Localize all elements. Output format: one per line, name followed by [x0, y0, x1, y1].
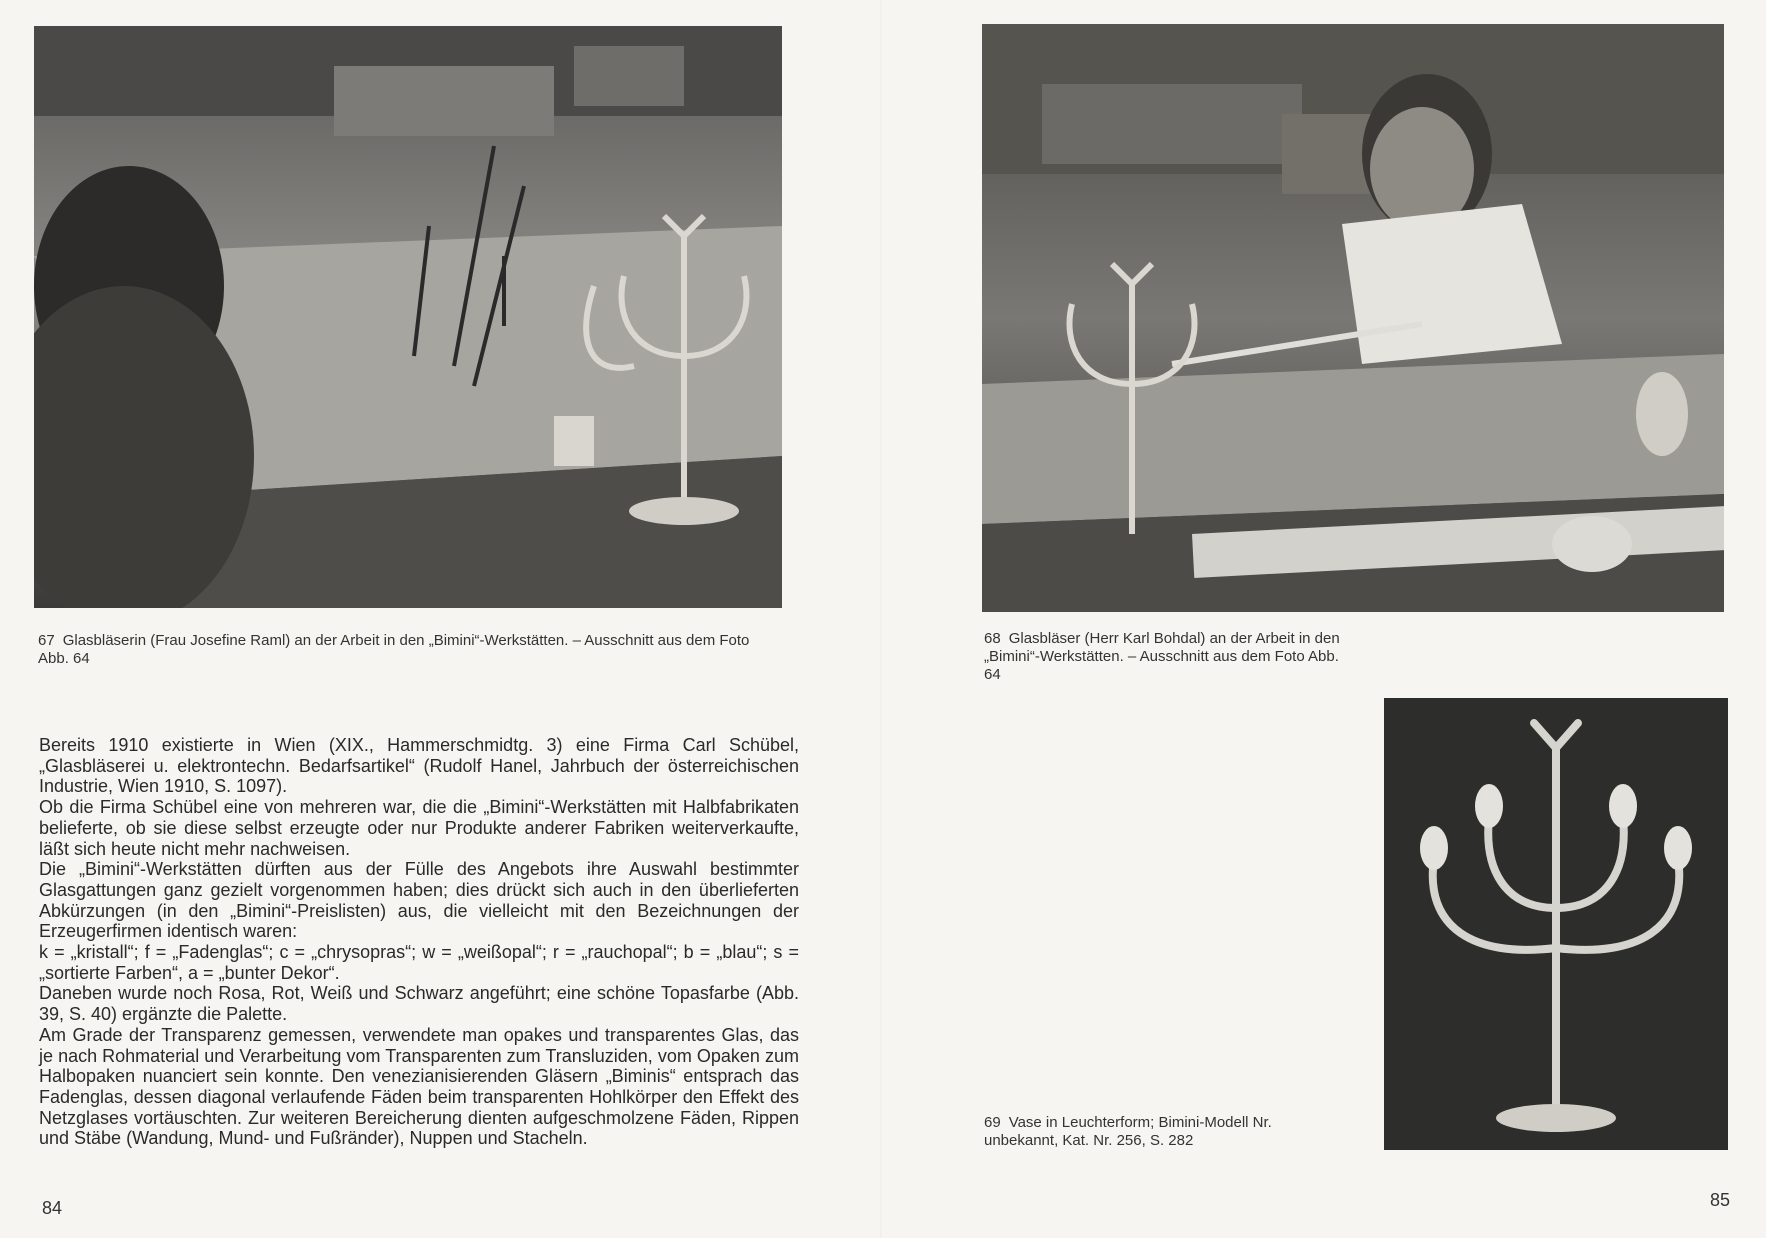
paragraph: Ob die Firma Schübel eine von mehreren war, die die „Bimini“-Werkstätten mit Halbfabrikaten belieferte, ob sie diese selbst erzeugte oder nur Produkte anderer Fabriken weiterverkaufte, läßt sich heute nicht mehr nachweisen. — [39, 797, 799, 859]
figure-67-number: 67 — [38, 632, 55, 649]
page-number-right: 85 — [1710, 1190, 1731, 1210]
figure-68-number: 68 — [984, 630, 1001, 647]
figure-68-caption-text: Glasbläser (Herr Karl Bohdal) an der Arbeit in den „Bimini“-Werkstätten. – Ausschnitt aus dem Foto Abb. 64 — [984, 630, 1340, 683]
figure-67-caption-text: Glasbläserin (Frau Josefine Raml) an der Arbeit in den „Bimini“-Werkstätten. – Ausschnitt aus dem Foto Abb. 64 — [38, 632, 750, 667]
paragraph: Daneben wurde noch Rosa, Rot, Weiß und Schwarz angeführt; eine schöne Topasfarbe (Abb. 39, S. 40) ergänzte die Palette. — [39, 983, 799, 1025]
figure-67-photo — [34, 26, 782, 608]
figure-68-caption — [984, 630, 1344, 684]
paragraph: k = „kristall“; f = „Fadenglas“; c = „chrysopras“; w = „weißopal“; r = „rauchopal“; b = „blau“; s = „sortierte Farben“, a = „bunter Dekor“. — [39, 942, 799, 983]
paragraph: Am Grade der Transparenz gemessen, verwendete man opakes und transparentes Glas, das je nach Rohmaterial und Verarbeitung vom Transparenten zum Transluziden, vom Opaken zum Halbopaken nuanciert sein konnte. Den venezianisierenden Gläsern „Biminis“ entsprach das Fadenglas, dessen diagonal verlaufende Fäden beim transparenten Hohlkörper den Effekt des Netzglases vortäuschten. Zur weiteren Bereicherung dienten aufgeschmolzene Fäden, Rippen und Stäbe (Wandung, Mund- und Fußränder), Nuppen und Stacheln. — [39, 1024, 799, 1149]
figure-69-caption-text: Vase in Leuchterform; Bimini-Modell Nr. unbekannt, Kat. Nr. 256, S. 282 — [984, 1114, 1272, 1149]
figure-69-number: 69 — [984, 1114, 1001, 1131]
paragraph: Bereits 1910 existierte in Wien (XIX., Hammerschmidtg. 3) eine Firma Carl Schübel, „Glasbläserei u. elektrontechn. Bedarfsartikel“ (Rudolf Hanel, Jahrbuch der österreichischen Industrie, Wien 1910, S. 1097). — [39, 735, 799, 797]
paragraph: Die „Bimini“-Werkstätten dürften aus der Fülle des Angebots ihre Auswahl bestimmter Glasgattungen ganz gezielt vorgenommen haben; dies drückt sich auch in den überlieferten Abkürzungen (in den „Bimini“-Preislisten) aus, die vielleicht mit den Bezeichnungen der Erzeugerfirmen identisch waren: — [39, 859, 799, 942]
figure-68-photo — [982, 24, 1724, 612]
page-number-left: 84 — [42, 1198, 63, 1218]
figure-69-photo — [1384, 698, 1728, 1150]
figure-69-caption — [984, 1114, 1344, 1150]
body-text — [39, 735, 799, 1149]
gutter — [880, 0, 882, 1238]
figure-67-caption — [38, 632, 780, 668]
